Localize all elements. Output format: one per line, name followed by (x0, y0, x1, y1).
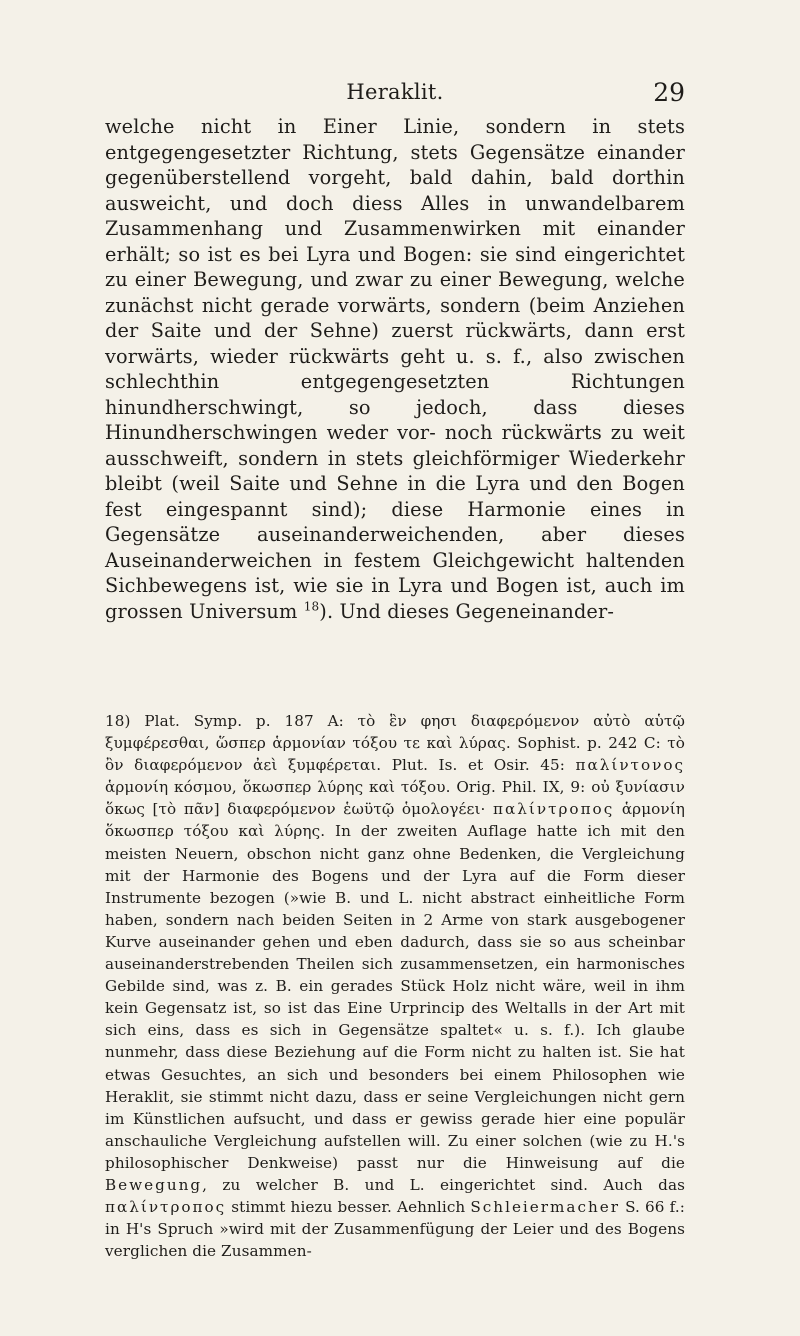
page-number: 29 (653, 78, 685, 107)
main-text-continuation: ). Und dieses Gegeneinander- (319, 599, 615, 623)
emphasized-word: παλίντροπος (493, 800, 615, 819)
footnote-text-4: , zu welcher B. und L. eingerichtet sind. Auch das (202, 1175, 685, 1194)
main-text (105, 114, 685, 624)
footnote-text-2: ἁρμονίη κόσμου, ὅκωσπερ λύρης καὶ τόξου. Orig. Phil. IX, 9: οὐ ξυνίασιν ὅκως [τὸ πᾶν] διαφερόμενον ἑωϋτῷ ὁμολογέει· (105, 778, 685, 819)
emphasized-word: παλίντονος (575, 756, 685, 775)
footnote-reference: 18 (303, 599, 320, 614)
emphasized-word: παλίντροπος (105, 1198, 227, 1217)
running-title: Heraklit. (346, 80, 444, 104)
main-paragraph (105, 114, 685, 624)
footnote-text-5: stimmt hiezu besser. Aehnlich (231, 1198, 466, 1217)
emphasized-word: Bewegung (105, 1175, 203, 1194)
footnote-text-6: S. 66 f.: in H's Spruch »wird mit der Zusammenfügung der Leier und des Bogens verglichen die Zusammen- (105, 1198, 685, 1261)
footnote-paragraph (105, 710, 685, 1262)
footnote-text-1: 18) Plat. Symp. p. 187 A: τὸ ἓν φησι διαφερόμενον αὐτὸ αὑτῷ ξυμφέρεσθαι, ὥσπερ ἁρμονίαν τόξου τε καὶ λύρας. Sophist. p. 242 C: τὸ ὂν διαφερόμενον ἀεὶ ξυμφέρεται. Plut. Is. et Osir. 45: (105, 712, 685, 775)
page-header (105, 78, 685, 112)
footnote-text-3: ἁρμονίη ὅκωσπερ τόξου καὶ λύρης. In der zweiten Auflage hatte ich mit den meisten Neuern, obschon nicht ganz ohne Bedenken, die Vergleichung mit der Harmonie des Bogens und der Lyra auf die Form dieser Instrumente bezogen (»wie B. und L. nicht abstract einheitliche Form haben, sondern nach beiden Seiten in 2 Arme von stark ausgebogener Kurve auseinander gehen und eben dadurch, dass sie so aus scheinbar auseinanderstrebenden Theilen sich zusammensetzen, ein harmonisches Gebilde sind, was z. B. ein gerades Stück Holz nicht wäre, weil in ihm kein Gegensatz ist, so ist das Eine Urprincip des Weltalls in der Art mit sich eins, dass es sich in Gegensätze spaltet« u. s. f.). Ich glaube nunmehr, dass diese Beziehung auf die Form nicht zu halten ist. Sie hat etwas Gesuchtes, an sich und besonders bei einem Philosophen wie Heraklit, sie stimmt nicht dazu, dass er seine Vergleichungen nicht gern im Künstlichen aufsucht, und dass er gewiss gerade hier eine populär anschauliche Vergleichung aufstellen will. Zu einer solchen (wie zu H.'s philosophischer Denkweise) passt nur die Hinweisung auf die (105, 800, 685, 1172)
emphasized-name: Schleiermacher (470, 1198, 621, 1217)
footnote-18 (105, 710, 685, 1262)
main-text-body: welche nicht in Einer Linie, sondern in stets entgegengesetzter Richtung, stets Gegensätze einander gegenüberstellend vorgeht, bald dahin, bald dorthin ausweicht, und doch diess Alles in unwandelbarem Zusammenhang und Zusammenwirken mit einander erhält; so ist es bei Lyra und Bogen: sie sind eingerichtet zu einer Bewegung, und zwar zu einer Bewegung, welche zunächst nicht gerade vorwärts, sondern (beim Anziehen der Saite und der Sehne) zuerst rückwärts, dann erst vorwärts, wieder rückwärts geht u. s. f., also zwischen schlechthin entgegengesetzten Richtungen hinundherschwingt, so jedoch, dass dieses Hinundherschwingen weder vor- noch rückwärts zu weit ausschweift, sondern in stets gleichförmiger Wiederkehr bleibt (weil Saite und Sehne in die Lyra und den Bogen fest eingespannt sind); diese Harmonie eines in Gegensätze auseinanderweichenden, aber dieses Auseinanderweichen in festem Gleichgewicht haltenden Sichbewegens ist, wie sie in Lyra und Bogen ist, auch im grossen Universum (105, 115, 685, 623)
